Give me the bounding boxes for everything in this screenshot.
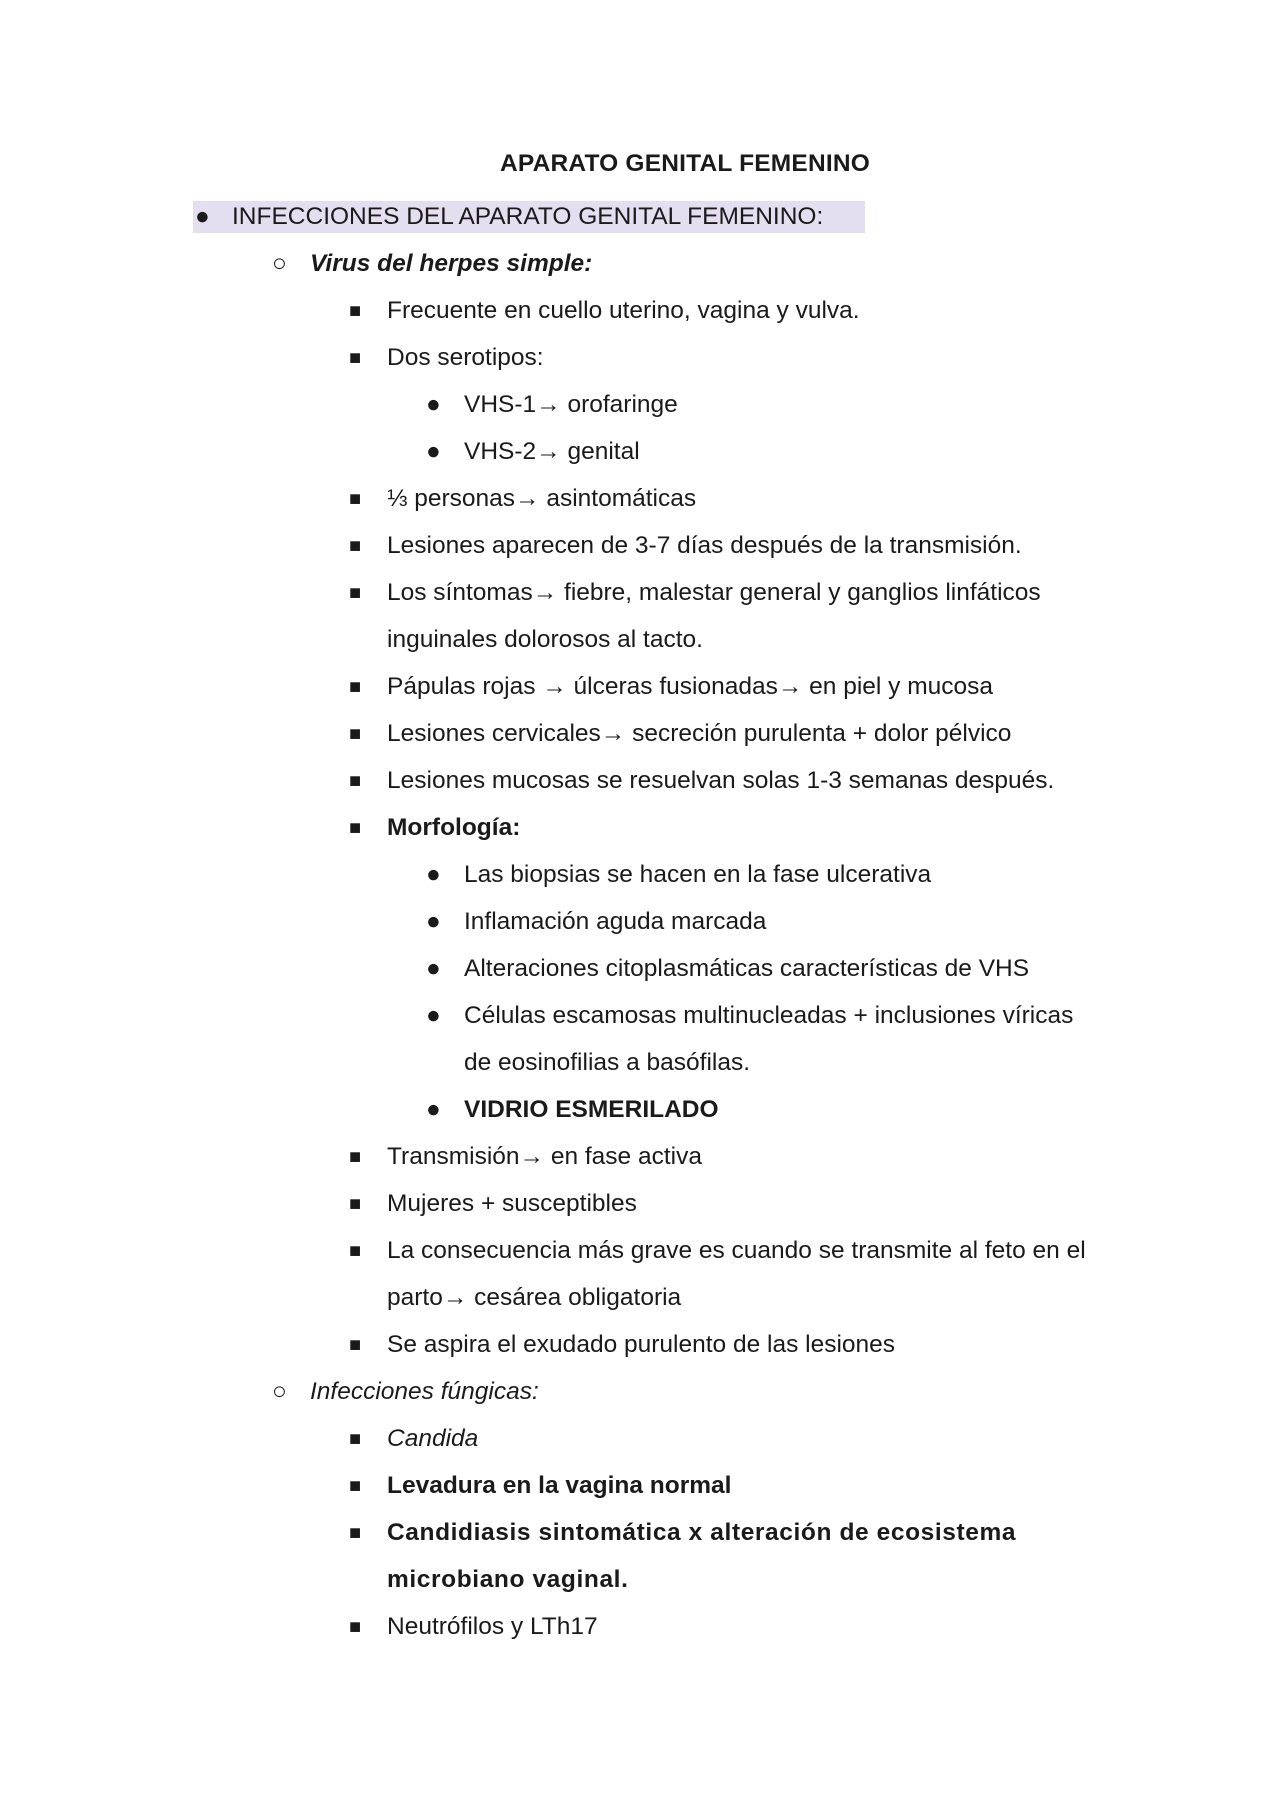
list-item: Candidiasis sintomática x alteración de ecosistema xyxy=(387,1519,1017,1546)
list-bullet: ■ xyxy=(349,676,362,698)
list-bullet: ■ xyxy=(349,723,362,745)
list-bullet: ■ xyxy=(349,1334,362,1356)
sublist-bullet: ● xyxy=(426,1096,441,1123)
list-bullet: ■ xyxy=(349,1616,362,1638)
list-bullet: ■ xyxy=(349,770,362,792)
list-item: Frecuente en cuello uterino, vagina y vulva. xyxy=(387,297,860,324)
sublist-item: Alteraciones citoplasmáticas características de VHS xyxy=(464,955,1030,982)
sublist-bullet: ● xyxy=(426,908,441,935)
list-item-continuation: parto→ cesárea obligatoria xyxy=(387,1284,682,1311)
list-bullet: ■ xyxy=(349,582,362,604)
list-item: Dos serotipos: xyxy=(387,344,544,371)
list-item: Lesiones aparecen de 3-7 días después de la transmisión. xyxy=(387,532,1022,559)
list-bullet: ■ xyxy=(349,488,362,510)
list-bullet: ■ xyxy=(349,1475,362,1497)
section-bullet: ● xyxy=(195,203,210,230)
page-title: APARATO GENITAL FEMENINO xyxy=(499,150,871,177)
list-item-continuation: microbiano vaginal. xyxy=(387,1566,629,1593)
list-bullet: ■ xyxy=(349,1146,362,1168)
list-item-continuation: inguinales dolorosos al tacto. xyxy=(387,626,703,653)
list-item: Pápulas rojas → úlceras fusionadas→ en piel y mucosa xyxy=(387,673,994,700)
list-item: Se aspira el exudado purulento de las lesiones xyxy=(387,1331,896,1358)
list-item: Levadura en la vagina normal xyxy=(387,1472,732,1499)
sublist-item-emphasis: VIDRIO ESMERILADO xyxy=(464,1096,719,1123)
herpes-heading: Virus del herpes simple: xyxy=(310,250,593,277)
sublist-bullet: ● xyxy=(426,955,441,982)
list-item: Los síntomas→ fiebre, malestar general y ganglios linfáticos xyxy=(387,579,1041,606)
list-item: Candida xyxy=(387,1425,479,1452)
list-bullet: ■ xyxy=(349,1522,362,1544)
sublist-item: Células escamosas multinucleadas + inclusiones víricas xyxy=(464,1002,1074,1029)
section-heading: INFECCIONES DEL APARATO GENITAL FEMENINO: xyxy=(232,203,824,230)
fungal-heading: Infecciones fúngicas: xyxy=(310,1378,539,1405)
list-item: Transmisión→ en fase activa xyxy=(387,1143,702,1170)
sublist-bullet: ● xyxy=(426,1002,441,1029)
list-bullet: ■ xyxy=(349,300,362,322)
sublist-item: Inflamación aguda marcada xyxy=(464,908,767,935)
list-item: ⅓ personas→ asintomáticas xyxy=(387,485,697,512)
sublist-bullet: ● xyxy=(426,861,441,888)
morphology-heading: Morfología: xyxy=(387,814,521,841)
sublist-item: Las biopsias se hacen en la fase ulcerativa xyxy=(464,861,932,888)
subsection-bullet: ○ xyxy=(272,1378,287,1405)
sublist-item: VHS-2→ genital xyxy=(464,438,640,465)
list-item: Lesiones cervicales→ secreción purulenta + dolor pélvico xyxy=(387,720,1012,747)
list-bullet: ■ xyxy=(349,535,362,557)
sublist-bullet: ● xyxy=(426,438,441,465)
list-bullet: ■ xyxy=(349,347,362,369)
sublist-bullet: ● xyxy=(426,391,441,418)
list-bullet: ■ xyxy=(349,1428,362,1450)
list-item: Lesiones mucosas se resuelvan solas 1-3 semanas después. xyxy=(387,767,1055,794)
list-item: La consecuencia más grave es cuando se transmite al feto en el xyxy=(387,1237,1086,1264)
sublist-item-continuation: de eosinofilias a basófilas. xyxy=(464,1049,751,1076)
sublist-item: VHS-1→ orofaringe xyxy=(464,391,678,418)
list-item: Mujeres + susceptibles xyxy=(387,1190,637,1217)
list-item: Neutrófilos y LTh17 xyxy=(387,1613,598,1640)
list-bullet: ■ xyxy=(349,1240,362,1262)
list-bullet: ■ xyxy=(349,817,362,839)
list-bullet: ■ xyxy=(349,1193,362,1215)
subsection-bullet: ○ xyxy=(272,250,287,277)
